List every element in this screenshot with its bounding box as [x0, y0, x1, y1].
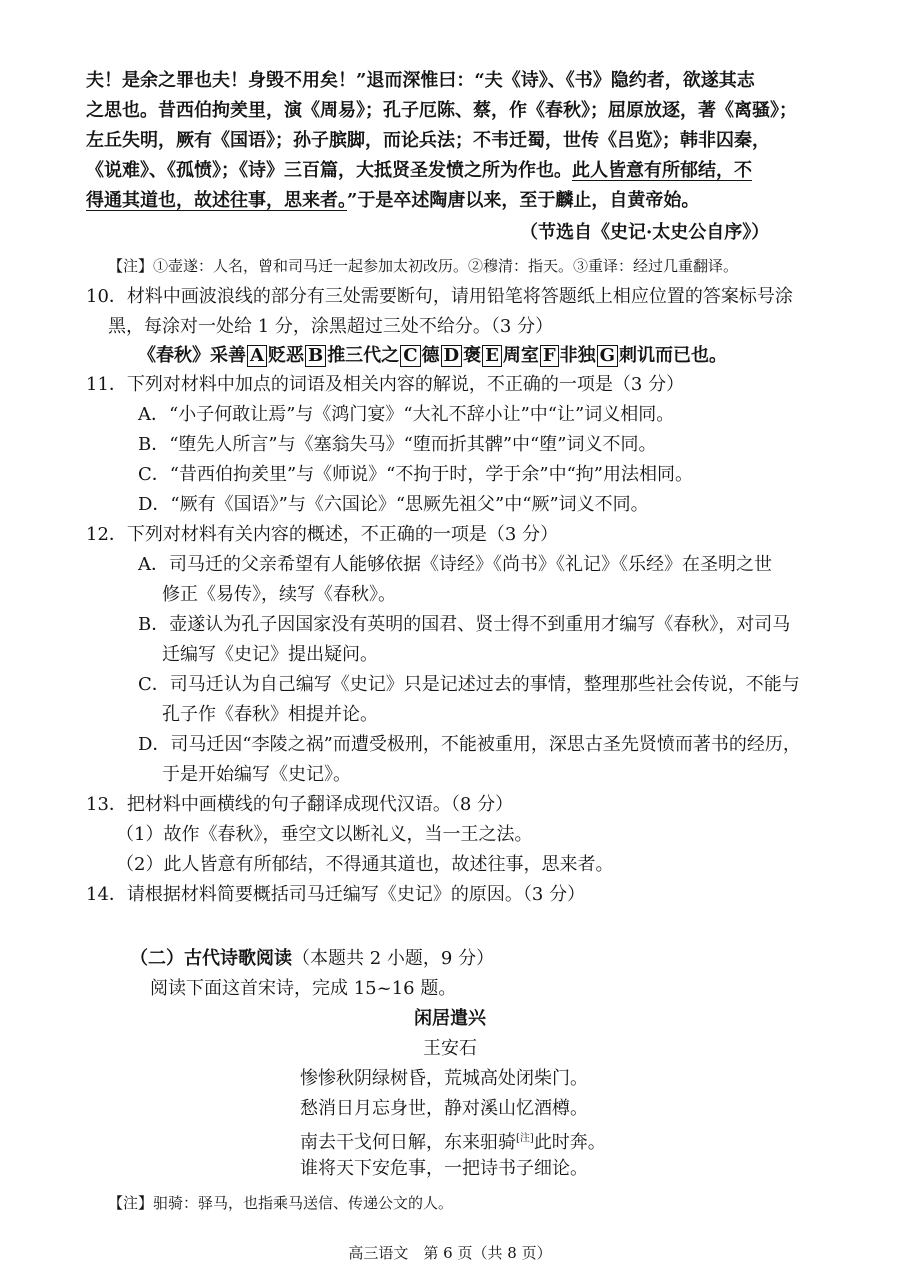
poem-footnote-marker: [注]	[516, 1133, 534, 1144]
poem-note: 【注】驲骑：驿马，也指乘马送信、传递公文的人。	[108, 1194, 454, 1212]
q10-box-b[interactable]: B	[305, 345, 326, 367]
q10-segment: 非独	[559, 345, 596, 366]
q13-stem: 13．把材料中画横线的句子翻译成现代汉语。（8 分）	[86, 794, 514, 815]
q10-box-a[interactable]: A	[247, 345, 267, 367]
q12-option-d-line-1: D．司马迁因“李陵之祸”而遭受极刑，不能被重用，深思古圣先贤愤而著书的经历，	[138, 734, 801, 755]
passage-line-5-text: ”于是卒述陶唐以来，至于麟止，自黄帝始。	[347, 190, 700, 211]
page-footer: 高三语文 第 6 页（共 8 页）	[348, 1244, 552, 1262]
q10-box-f[interactable]: F	[540, 345, 559, 367]
q10-segment: 刺讥而已也。	[619, 345, 728, 366]
q10-box-c[interactable]: C	[400, 345, 420, 367]
q11-option-b: B．“堕先人所言”与《塞翁失马》“堕而折其髀”中“堕”词义不同。	[138, 434, 657, 455]
passage-line-2: 之思也。昔西伯拘羑里，演《周易》；孔子厄陈、蔡，作《春秋》；屈原放逐，著《离骚》；	[86, 100, 797, 121]
q12-option-b-line-1: B．壶遂认为孔子因国家没有英明的国君、贤士得不到重用才编写《春秋》，对司马	[138, 614, 791, 635]
poem-line-3-part-2: 此时奔。	[533, 1132, 606, 1153]
q11-option-d: D．“厥有《国语》”与《六国论》“思厥先祖父”中“厥”词义不同。	[138, 494, 649, 515]
q14-stem: 14．请根据材料简要概括司马迁编写《史记》的原因。（3 分）	[86, 884, 586, 905]
q10-segment: 德	[421, 345, 440, 366]
passage-line-5	[86, 188, 699, 214]
section-2-note: （本题共 2 小题，9 分）	[292, 948, 495, 969]
underlined-sentence-part-1: 此人皆意有所郁结，不	[572, 160, 752, 181]
poem-line-3-part-1: 南去干戈何日解，东来驲骑	[300, 1132, 516, 1153]
passage-line-4	[86, 158, 752, 184]
q12-option-c-line-2: 孔子作《春秋》相提并论。	[162, 704, 378, 725]
q10-segment: 周室	[502, 345, 539, 366]
q10-box-g[interactable]: G	[597, 345, 618, 367]
q10-segment: 贬恶	[267, 345, 304, 366]
section-2-title: （二）古代诗歌阅读	[130, 948, 292, 969]
q10-segment: 褒	[463, 345, 482, 366]
passage-line-3: 左丘失明，厥有《国语》；孙子膑脚，而论兵法；不韦迁蜀，世传《吕览》；韩非囚秦，	[86, 130, 770, 151]
section-2-heading	[130, 946, 494, 972]
section-2-instruction: 阅读下面这首宋诗，完成 15~16 题。	[150, 978, 457, 999]
q10-box-e[interactable]: E	[482, 345, 502, 367]
passage-line-1: 夫！是余之罪也夫！身毁不用矣！”退而深惟曰：“夫《诗》、《书》隐约者，欲遂其志	[86, 70, 755, 91]
passage-note: 【注】①壶遂：人名，曾和司马迁一起参加太初改历。②穆清：指天。③重译：经过几重翻译。	[108, 257, 739, 275]
passage-line-4-text: 《说难》、《孤愤》；《诗》三百篇，大抵贤圣发愤之所为作也。	[86, 160, 572, 181]
q12-option-c-line-1: C．司马迁认为自己编写《史记》只是记述过去的事情，整理那些社会传说，不能与	[138, 674, 800, 695]
q12-stem: 12．下列对材料有关内容的概述，不正确的一项是（3 分）	[86, 524, 559, 545]
q11-option-c: C．“昔西伯拘羑里”与《师说》“不拘于时，学于余”中“拘”用法相同。	[138, 464, 693, 485]
passage-source: （节选自《史记·太史公自序》）	[520, 222, 770, 243]
poem-author: 王安石	[423, 1038, 477, 1059]
q10-stem-line-1: 10．材料中画波浪线的部分有三处需要断句，请用铅笔将答题纸上相应位置的答案标号涂	[86, 286, 793, 307]
q13-sentence-2: （2）此人皆意有所郁结，不得通其道也，故述往事，思来者。	[116, 854, 614, 875]
underlined-sentence-part-2: 得通其道也，故述往事，思来者。	[86, 190, 347, 211]
q10-segment: 推三代之	[327, 345, 400, 366]
q12-option-d-line-2: 于是开始编写《史记》。	[162, 764, 351, 785]
q11-option-a: A．“小子何敢让焉”与《鸿门宴》“大礼不辞小让”中“让”词义相同。	[138, 404, 675, 425]
q12-option-a-line-2: 修正《易传》，续写《春秋》。	[162, 584, 396, 605]
q12-option-b-line-2: 迁编写《史记》提出疑问。	[162, 644, 378, 665]
q10-stem-line-2: 黑，每涂对一处给 1 分，涂黑超过三处不给分。（3 分）	[108, 316, 554, 337]
q13-sentence-1: （1）故作《春秋》，垂空文以断礼义，当一王之法。	[116, 824, 533, 845]
poem-line-1: 惨惨秋阴绿树昏，荒城高处闭柴门。	[300, 1068, 588, 1089]
poem-line-3	[300, 1126, 606, 1156]
poem-title: 闲居遣兴	[414, 1008, 486, 1029]
poem-line-4: 谁将天下安危事，一把诗书子细论。	[300, 1158, 588, 1179]
q12-option-a-line-1: A．司马迁的父亲希望有人能够依据《诗经》《尚书》《礼记》《乐经》在圣明之世	[138, 554, 772, 575]
poem-line-2: 愁消日月忘身世，静对溪山忆酒樽。	[300, 1098, 588, 1119]
q10-box-d[interactable]: D	[441, 345, 463, 367]
q10-segment: 《春秋》采善	[138, 345, 246, 366]
q10-sentence	[138, 343, 727, 369]
q11-stem: 11．下列对材料中加点的词语及相关内容的解说，不正确的一项是（3 分）	[86, 374, 685, 395]
